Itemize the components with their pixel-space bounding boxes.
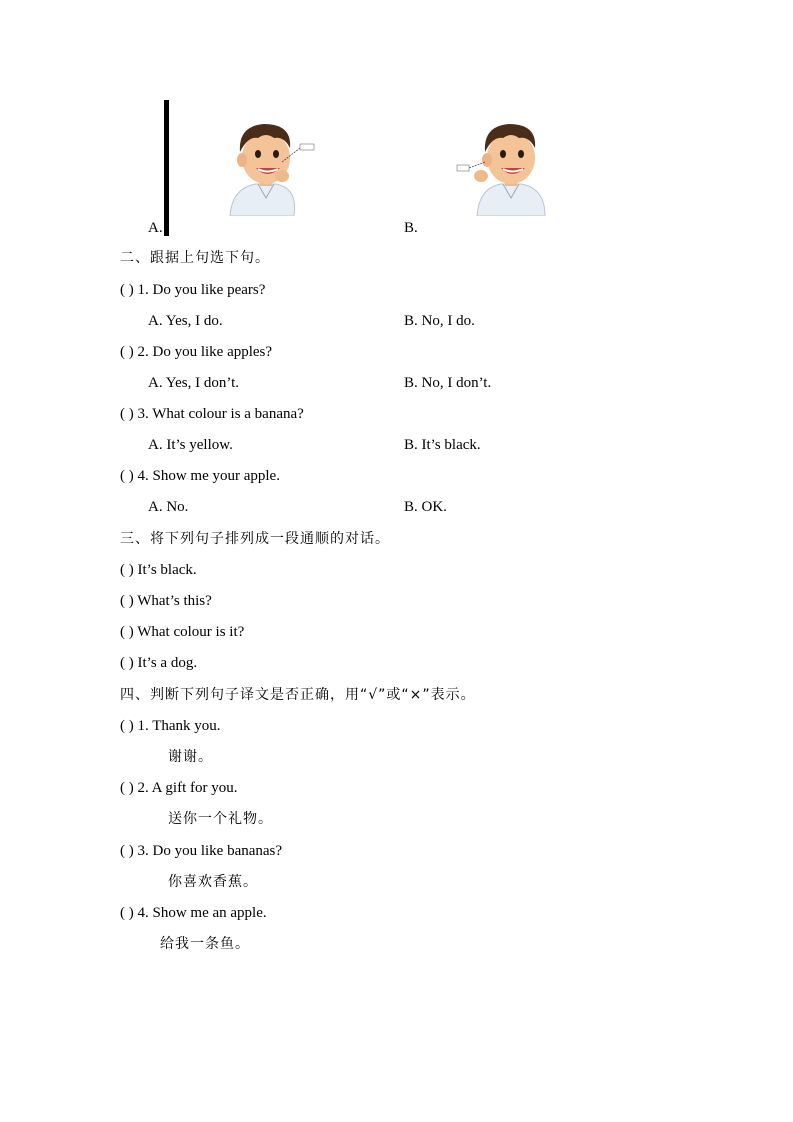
s2-q3-option-a: A. It’s yellow. <box>148 437 233 453</box>
option-b-label: B. <box>404 220 418 236</box>
s4-item-1-cn: 谢谢。 <box>168 749 213 765</box>
s4-item-2-cn: 送你一个礼物。 <box>168 811 273 827</box>
s3-item-4: ( ) It’s a dog. <box>120 655 198 671</box>
s2-q2-option-a: A. Yes, I don’t. <box>148 375 239 391</box>
s3-item-3: ( ) What colour is it? <box>120 624 245 640</box>
s3-item-1: ( ) It’s black. <box>120 562 197 578</box>
boy-pointing-mouth-image <box>222 118 318 216</box>
s2-q3-option-b: B. It’s black. <box>404 437 481 453</box>
s3-item-2: ( ) What’s this? <box>120 593 212 609</box>
s2-q1: ( ) 1. Do you like pears? <box>120 282 266 298</box>
s2-q4: ( ) 4. Show me your apple. <box>120 468 280 484</box>
section3-heading: 三、将下列句子排列成一段通顺的对话。 <box>120 531 390 547</box>
section4-heading: 四、判断下列句子译文是否正确，用“√”或“×”表示。 <box>120 687 476 703</box>
s2-q3: ( ) 3. What colour is a banana? <box>120 406 304 422</box>
s4-item-3-cn: 你喜欢香蕉。 <box>168 874 258 890</box>
s2-q4-option-b: B. OK. <box>404 499 447 515</box>
boy-pointing-ear-image <box>455 118 551 216</box>
s2-q1-option-b: B. No, I do. <box>404 313 475 329</box>
s2-q2-option-b: B. No, I don’t. <box>404 375 492 391</box>
s2-q2: ( ) 2. Do you like apples? <box>120 344 273 360</box>
s4-item-1-en: ( ) 1. Thank you. <box>120 718 221 734</box>
section2-heading: 二、跟据上句选下句。 <box>120 250 270 266</box>
s4-item-2-en: ( ) 2. A gift for you. <box>120 780 238 796</box>
s2-q1-option-a: A. Yes, I do. <box>148 313 223 329</box>
s4-item-3-en: ( ) 3. Do you like bananas? <box>120 843 283 859</box>
option-a-label: A. <box>148 220 163 236</box>
s2-q4-option-a: A. No. <box>148 499 189 515</box>
s4-item-4-en: ( ) 4. Show me an apple. <box>120 905 267 921</box>
vertical-bar <box>164 100 169 236</box>
s4-item-4-cn: 给我一条鱼。 <box>160 936 250 952</box>
